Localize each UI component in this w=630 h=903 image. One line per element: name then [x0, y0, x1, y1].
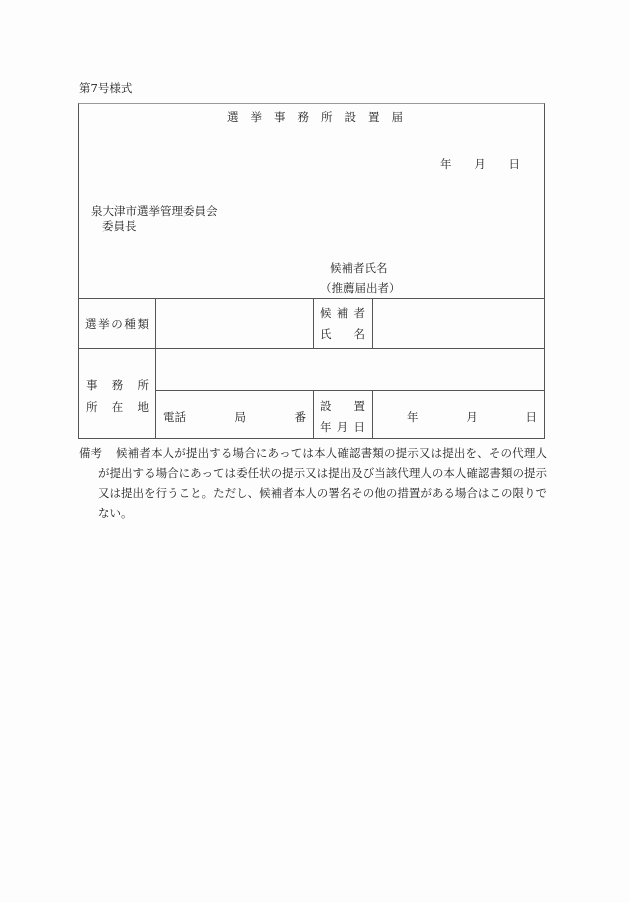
- election-type-label-text: 選 挙 の 種 類: [85, 317, 149, 331]
- date-year: 年: [440, 157, 452, 171]
- label-char: 者: [353, 306, 365, 320]
- col-divider-mid-row1: [313, 298, 314, 348]
- est-month: 月: [466, 410, 478, 424]
- est-year: 年: [407, 410, 419, 424]
- election-type-label: [85, 316, 149, 332]
- established-date-label: [320, 398, 365, 435]
- remarks-label: 備考: [79, 446, 102, 460]
- established-date-field[interactable]: [407, 409, 537, 425]
- col-divider-mid-row3: [313, 390, 314, 439]
- divider-header-bottom: [78, 298, 545, 299]
- phone-label: 電話: [163, 410, 186, 424]
- addressee-position: 委員長: [102, 219, 137, 233]
- label-char: 年: [320, 420, 332, 434]
- submission-date: [440, 156, 520, 172]
- election-type-field[interactable]: [157, 300, 311, 346]
- label-char: 氏: [320, 327, 332, 341]
- label-char: 務: [111, 378, 124, 392]
- col-divider-right-row1: [372, 298, 373, 348]
- col-divider-right-row3: [372, 390, 373, 439]
- label-char: 置: [353, 399, 365, 413]
- est-day: 日: [525, 410, 537, 424]
- remarks: [79, 443, 547, 523]
- divider-row1-bottom: [78, 348, 545, 349]
- label-char: 補: [336, 306, 349, 320]
- date-month: 月: [474, 157, 486, 171]
- office-location-label: [86, 377, 149, 415]
- label-char: 所: [137, 378, 149, 392]
- date-day: 日: [508, 157, 520, 171]
- label-char: 所: [86, 400, 98, 414]
- form-title: 選挙事務所設置届: [227, 110, 415, 124]
- form-number: 第7号様式: [79, 81, 133, 95]
- phone-number-label: 番: [294, 410, 306, 424]
- candidate-name-field[interactable]: [374, 300, 544, 346]
- remarks-text: 候補者本人が提出する場合にあっては本人確認書類の提示又は提出を、その代理人が提出する場合にあっては委任状の提示又は提出及び当該代理人の本人確認書類の提示又は提出を行うこと。ただし、候補者本人の署名その他の措置がある場合はこの限りでない。: [98, 446, 547, 520]
- signer-label: 候補者氏名: [330, 261, 388, 275]
- label-char: 設: [320, 399, 332, 413]
- addressee-organization: 泉大津市選挙管理委員会: [91, 204, 218, 218]
- candidate-name-label: [320, 305, 365, 342]
- phone-exchange-label: 局: [234, 410, 246, 424]
- label-char: 地: [137, 400, 149, 414]
- office-address-field[interactable]: [157, 350, 544, 388]
- phone-field[interactable]: [163, 409, 306, 425]
- col-divider-label: [155, 298, 156, 439]
- label-char: 名: [353, 327, 365, 341]
- label-char: 月: [336, 420, 349, 434]
- label-char: 事: [86, 378, 98, 392]
- label-char: 候: [320, 306, 332, 320]
- label-char: 日: [353, 420, 365, 434]
- divider-office-split: [155, 390, 545, 391]
- signer-sublabel: （推薦届出者）: [320, 281, 401, 295]
- label-char: 在: [111, 400, 124, 414]
